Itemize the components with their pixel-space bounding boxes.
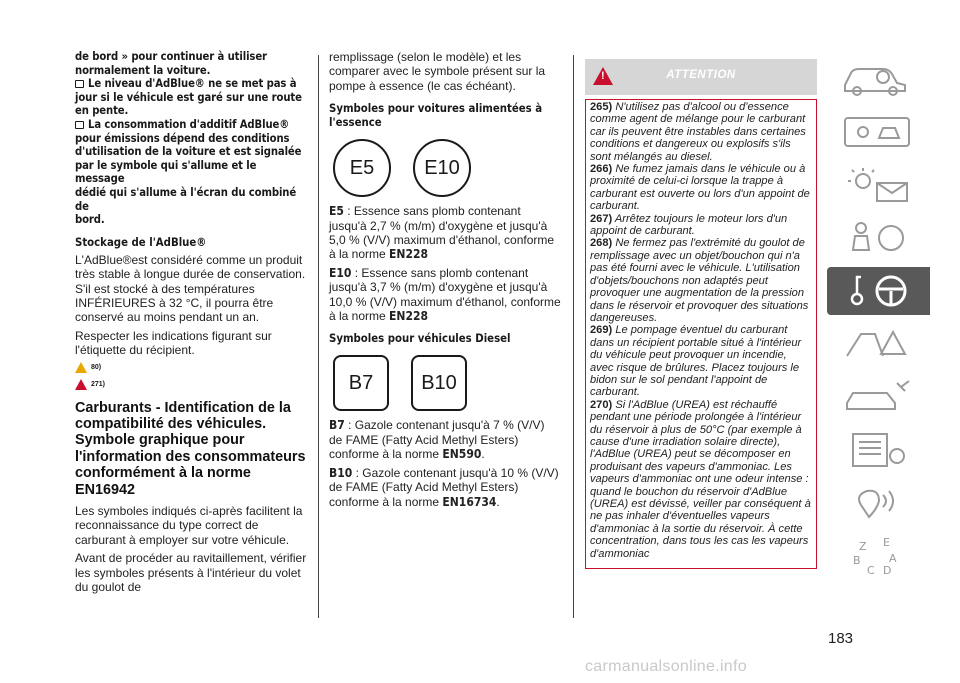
- item-number: 268): [590, 237, 613, 250]
- attention-item: [590, 399, 812, 560]
- norm-code: EN16734: [442, 494, 497, 509]
- airbag-safety-icon: [839, 218, 919, 258]
- section-heading: Carburants - Identification de la compatibilité des véhicules. Symbole graphique pour l'information des consommateurs conformément à la norme EN16942: [75, 399, 306, 498]
- item-text: Ne fumez jamais dans le véhicule ou à proximité de celui-ci lorsque la trappe à carburant est ouverte ou lors d'un appoint de carburant.: [590, 163, 810, 213]
- tab-technical-data[interactable]: [827, 426, 930, 474]
- tab-emergency[interactable]: [827, 320, 930, 368]
- attention-item: [590, 237, 812, 324]
- b7-description: B7 : Gazole contenant jusqu'à 7 % (V/V) de FAME (Fatty Acid Methyl Esters) conforme à la norme EN590.: [329, 418, 545, 462]
- fuel-paragraph: Les symboles indiqués ci-après facilitent la reconnaissance du type correct de carburant à employer sur votre véhicule.: [75, 504, 303, 547]
- fuel-code: B7: [329, 418, 345, 433]
- alphabetical-index-icon: [839, 536, 919, 576]
- item-text: Ne fermez pas l'extrémité du goulot de remplissage avec un objet/bouchon qui n'a pas été fourni avec le véhicule. L'utilisation d'objets/bouchons non adaptés peut provoquer une augmentation de la pression dans le réservoir et provoquer des situations dangereuses.: [590, 237, 809, 324]
- diesel-symbols: [333, 355, 561, 411]
- dashboard-car-icon: [839, 112, 919, 152]
- middle-column: [329, 50, 561, 513]
- tab-instruments[interactable]: [827, 108, 930, 156]
- attention-column: [585, 50, 817, 569]
- svg-text:B: B: [852, 554, 861, 567]
- bullet-adblue-level: [75, 77, 307, 118]
- left-column: [75, 50, 307, 598]
- intro-text: [75, 50, 307, 77]
- key-steering-wheel-icon: [839, 271, 919, 311]
- item-text: Arrêtez toujours le moteur lors d'un appoint de carburant.: [590, 212, 788, 238]
- tab-servicing[interactable]: [827, 373, 930, 421]
- bullet-line: en pente.: [75, 104, 129, 118]
- e5-fuel-symbol: E5: [333, 139, 391, 197]
- warning-lights-icon: [839, 165, 919, 205]
- fuel-text: : Essence sans plomb contenant jusqu'à 3,7 % (m/m) d'oxygène et jusqu'à 10,0 % (V/V) maximum d'éthanol, conforme à la norme: [329, 265, 561, 324]
- fuel-text: : Essence sans plomb contenant jusqu'à 2,7 % (m/m) d'oxygène et jusqu'à 5,0 % (V/V) maximum d'éthanol, conforme à la norme: [329, 204, 555, 262]
- bullet-box-icon: [75, 80, 84, 88]
- item-number: 270): [590, 398, 613, 411]
- caution-triangle-icon: [75, 362, 87, 373]
- car-info-icon: [839, 59, 919, 99]
- page-number: 183: [828, 630, 854, 647]
- bullet-line: dédié qui s'allume à l'écran du combiné de: [75, 185, 297, 213]
- warning-reference[interactable]: [75, 362, 307, 373]
- chapter-tabs: [827, 55, 930, 585]
- column-divider: [573, 55, 574, 618]
- item-text: Le pompage éventuel du carburant dans un récipient portable situé à l'intérieur du véhicule peut provoquer un incendie, avec risque de brûlures. Placez toujours le bidon sur le sol pendant l'appoint de carburant.: [590, 324, 802, 399]
- fuel-text: : Gazole contenant jusqu'à 7 % (V/V) de FAME (Fatty Acid Methyl Esters) conforme à la norme: [329, 418, 545, 462]
- item-number: 269): [590, 324, 613, 337]
- bullet-box-icon: [75, 121, 84, 129]
- storage-paragraph: L'AdBlue®est considéré comme un produit très stable à longue durée de conservation. S'il est stocké à des températures INFÉRIEURES à 32 °C, il pourra être conservé au moins pendant un an.: [75, 252, 306, 325]
- warning-ref-number: 271): [91, 380, 106, 388]
- tab-vehicle-info[interactable]: [827, 55, 930, 103]
- e10-description: [329, 266, 561, 324]
- item-text: N'utilisez pas d'alcool ou d'essence comme agent de mélange pour le carburant car ils peuvent être instables dans certaines conditions et dangereux ou explosifs s'ils sont mélangés au diesel.: [590, 101, 806, 163]
- bullet-line: jour si le véhicule est garé sur une route: [75, 90, 302, 104]
- fuel-paragraph: Avant de procéder au ravitaillement, vérifier les symboles présents à l'intérieur du volet du goulot de: [75, 551, 307, 595]
- petrol-heading: Symboles pour voitures alimentées à l'essence: [329, 102, 543, 130]
- attention-item: [590, 213, 812, 238]
- attention-box: [585, 99, 817, 569]
- fuel-code: E5: [329, 204, 344, 219]
- continued-paragraph: remplissage (selon le modèle) et les comparer avec le symbole présent sur la pompe à essence (le cas échéant).: [329, 50, 546, 93]
- attention-header: [585, 59, 817, 95]
- intro-line: de bord » pour continuer à utiliser: [75, 50, 267, 63]
- tab-index[interactable]: [827, 532, 930, 580]
- bullet-adblue-consumption: [75, 118, 307, 227]
- item-number: 267): [590, 212, 613, 225]
- road-emergency-icon: [839, 324, 919, 364]
- svg-text:E: E: [882, 536, 890, 549]
- attention-item: [590, 324, 812, 398]
- warning-reference[interactable]: [75, 379, 307, 390]
- attention-item: [590, 163, 812, 213]
- norm-code: EN228: [389, 309, 428, 324]
- column-divider: [318, 55, 319, 618]
- b10-description: B10 : Gazole contenant jusqu'à 10 % (V/V) de FAME (Fatty Acid Methyl Esters) conforme à la norme EN16734.: [329, 465, 559, 509]
- attention-item: [590, 101, 812, 163]
- fuel-code: E10: [329, 265, 352, 280]
- bullet-line: bord.: [75, 213, 105, 227]
- watermark: carmanualsonline.info: [585, 658, 747, 675]
- fuel-code: B10: [329, 465, 353, 480]
- svg-text:C: C: [866, 564, 875, 576]
- norm-code: EN228: [389, 247, 428, 262]
- svg-text:D: D: [882, 564, 891, 576]
- item-number: 265): [590, 101, 613, 113]
- attention-title: ATTENTION: [666, 69, 736, 81]
- svg-text:A: A: [888, 552, 897, 565]
- bullet-line: par le symbole qui s'allume et le message: [75, 158, 257, 186]
- tab-warning-lights[interactable]: [827, 161, 930, 209]
- b7-fuel-symbol: B7: [333, 355, 389, 411]
- storage-heading: Stockage de l'AdBlue®: [75, 235, 207, 249]
- warning-ref-number: 80): [91, 363, 102, 371]
- tab-starting-driving[interactable]: [827, 267, 930, 315]
- diesel-heading: Symboles pour véhicules Diesel: [329, 332, 511, 346]
- intro-line: normalement la voiture.: [75, 63, 211, 77]
- e5-description: [329, 204, 561, 262]
- bullet-line: La consommation d'additif AdBlue®: [88, 117, 290, 131]
- danger-triangle-icon: [75, 379, 87, 390]
- norm-code: EN590: [442, 447, 482, 462]
- item-text: Si l'AdBlue (UREA) est réchauffé pendant une période prolongée à l'intérieur du réservoir à plus de 50°C (par exemple à cause d'une irradiation solaire directe), l'AdBlue (UREA) peut se décomposer en produisant des vapeurs d'ammoniac. Les vapeurs d'ammoniac ont une odeur intense : quand le bouchon du réservoir d'AdBlue (UREA) est dévissé, veiller par conséquent à ne pas inhaler d'éventuelles vapeurs d'ammoniac à la sortie du réservoir. À cette concentration, dans tous les cas les vapeurs d'ammoniac: [590, 398, 811, 560]
- tab-safety[interactable]: [827, 214, 930, 262]
- petrol-symbols: [333, 139, 561, 197]
- storage-paragraph: Respecter les indications figurant sur l'étiquette du récipient.: [75, 328, 272, 358]
- multimedia-icon: [839, 483, 919, 523]
- item-number: 266): [590, 163, 613, 176]
- bullet-line: pour émissions dépend des conditions: [75, 131, 290, 145]
- technical-data-icon: [839, 430, 919, 470]
- bullet-line: d'utilisation de la voiture et est signalée: [75, 145, 302, 159]
- b10-fuel-symbol: B10: [411, 355, 467, 411]
- e10-fuel-symbol: E10: [413, 139, 471, 197]
- bullet-line: Le niveau d'AdBlue® ne se met pas à: [88, 77, 297, 91]
- tab-multimedia[interactable]: [827, 479, 930, 527]
- fuel-text: : Gazole contenant jusqu'à 10 % (V/V) de FAME (Fatty Acid Methyl Esters) conforme à la norme: [329, 465, 559, 509]
- car-service-icon: [839, 377, 919, 417]
- svg-text:Z: Z: [858, 540, 867, 553]
